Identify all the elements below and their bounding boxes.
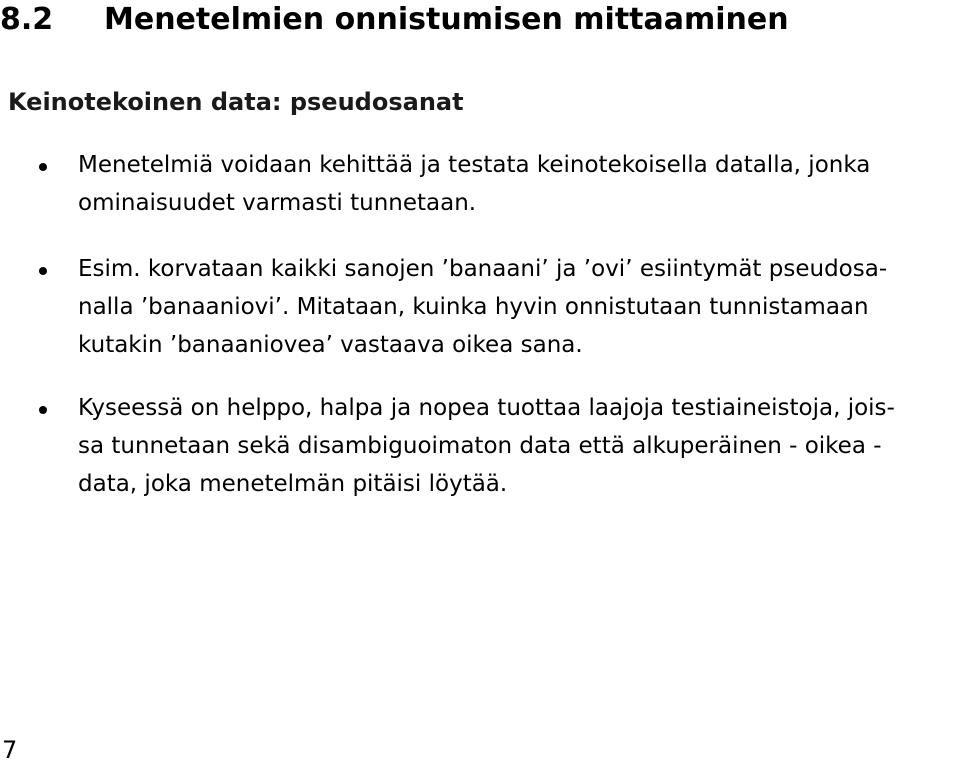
bullet-text <box>78 146 958 222</box>
bullet-line: sa tunnetaan sekä disambiguoimaton data että alkuperäinen - oikea - <box>78 433 882 459</box>
bullet-text <box>78 250 958 364</box>
bullet-line: ominaisuudet varmasti tunnetaan. <box>78 190 477 216</box>
slide-subtitle: Keinotekoinen data: pseudosanat <box>8 88 464 116</box>
bullet-line: Kyseessä on helppo, halpa ja nopea tuottaa laajoja testiaineistoja, jois- <box>78 395 895 421</box>
bullet-dot-icon <box>39 267 47 275</box>
bullet-text <box>78 389 958 503</box>
bullet-line: kutakin ’banaaniovea’ vastaava oikea sana. <box>78 332 583 358</box>
bullet-dot-icon <box>39 163 47 171</box>
bullet-line: Esim. korvataan kaikki sanojen ’banaani’ ja ’ovi’ esiintymät pseudosa- <box>78 256 888 282</box>
title-text: Menetelmien onnistumisen mittaaminen <box>104 2 789 37</box>
bullet-line: nalla ’banaaniovi’. Mitataan, kuinka hyvin onnistutaan tunnistamaan <box>78 294 869 320</box>
bullet-line: data, joka menetelmän pitäisi löytää. <box>78 471 508 497</box>
slide-title <box>0 0 789 40</box>
bullet-dot-icon <box>39 406 47 414</box>
section-number: 8.2 <box>0 2 54 37</box>
page-number: 7 <box>2 736 18 764</box>
bullet-line: Menetelmiä voidaan kehittää ja testata keinotekoisella datalla, jonka <box>78 152 871 178</box>
